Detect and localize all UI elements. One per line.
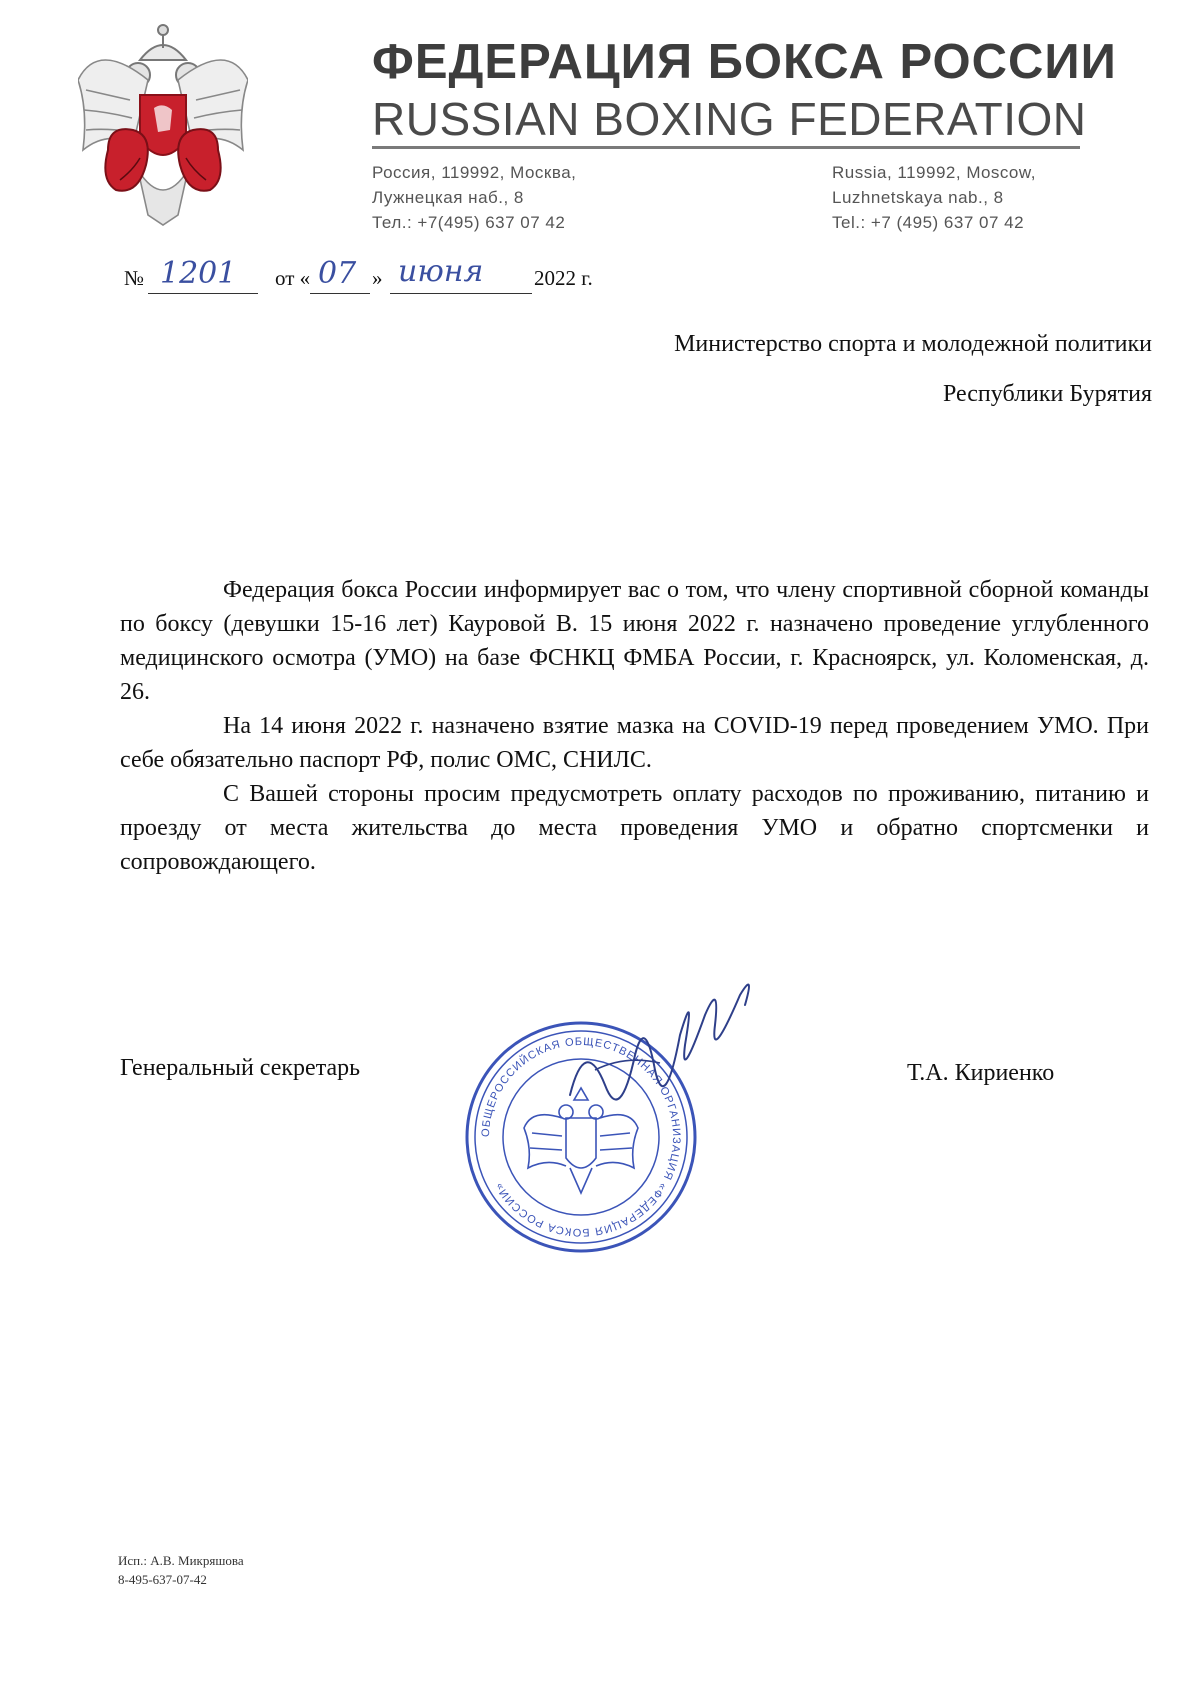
executor-phone: 8-495-637-07-42 <box>118 1572 207 1587</box>
addressee-line-2: Республики Бурятия <box>943 381 1152 407</box>
federation-emblem-logo <box>78 20 248 230</box>
address-ru <box>372 160 576 235</box>
address-ru-line: Россия, 119992, Москва, <box>372 163 577 182</box>
signatory-name: Т.А. Кириенко <box>907 1060 1055 1086</box>
registration-year: 2022 г. <box>534 266 593 290</box>
addressee-line-1: Министерство спорта и молодежной политики <box>674 331 1152 357</box>
registration-day: 07 <box>318 256 357 291</box>
letter-body <box>120 573 1149 879</box>
registration-number: 1201 <box>160 256 237 291</box>
registration-from-label: от « <box>275 266 311 290</box>
registration-number-label: № <box>124 266 145 290</box>
signatory-position: Генеральный секретарь <box>120 1055 361 1081</box>
organization-name-en: RUSSIAN BOXING FEDERATION <box>372 93 1087 145</box>
address-en-line: Tel.: +7 (495) 637 07 42 <box>832 213 1025 232</box>
registration-day-close: » <box>372 266 383 290</box>
organization-name-ru: ФЕДЕРАЦИЯ БОКСА РОССИИ <box>372 35 1117 89</box>
stamp-ring-text: ОБЩЕРОССИЙСКАЯ ОБЩЕСТВЕННАЯ ОРГАНИЗАЦИЯ «ФЕДЕРАЦИЯ БОКСА РОССИИ» <box>479 1035 683 1239</box>
address-ru-line: Лужнецкая наб., 8 <box>372 188 524 207</box>
registration-month: июня <box>398 254 484 289</box>
header-divider <box>372 146 1080 149</box>
body-paragraph: На 14 июня 2022 г. назначено взятие мазка на COVID-19 перед проведением УМО. При себе обязательно паспорт РФ, полис ОМС, СНИЛС. <box>120 713 1149 773</box>
address-en-line: Luzhnetskaya nab., 8 <box>832 188 1004 207</box>
body-paragraph: Федерация бокса России информирует вас о том, что члену спортивной сборной команды по боксу (девушки 15-16 лет) Кауровой В. 15 июня 2022 г. назначено проведение углубленного медицинского осмотра (УМО) на базе ФСНКЦ ФМБА России, г. Красноярск, ул. Коломенская, д. 26. <box>120 577 1149 705</box>
executor-name: Исп.: А.В. Микряшова <box>118 1553 244 1568</box>
handwritten-signature <box>565 975 765 1140</box>
address-en-line: Russia, 119992, Moscow, <box>832 163 1036 182</box>
body-paragraph: С Вашей стороны просим предусмотреть оплату расходов по проживанию, питанию и проезду от места жительства до места проведения УМО и обратно спортсменки и сопровождающего. <box>120 781 1149 875</box>
address-en <box>832 160 1036 235</box>
address-ru-line: Тел.: +7(495) 637 07 42 <box>372 213 566 232</box>
